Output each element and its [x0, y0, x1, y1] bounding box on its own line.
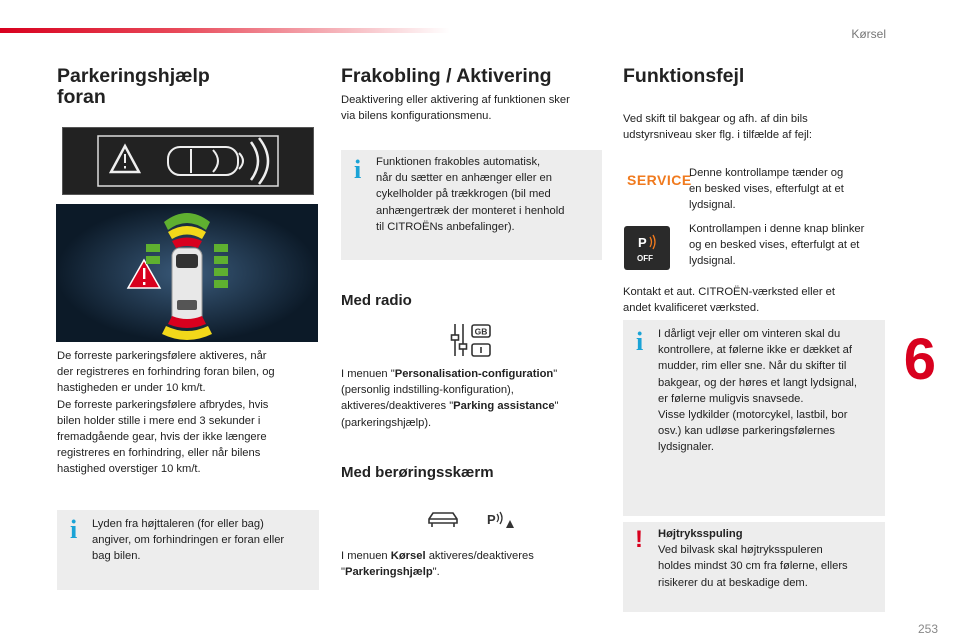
warning-line: holdes mindst 30 cm fra følerne, ellers [658, 560, 848, 573]
touch-heading-text: Med berøringsskærm [341, 464, 494, 481]
radio-text [341, 366, 603, 431]
info-line: bag bilen. [92, 550, 141, 563]
left-body-line: hastigheden er under 10 km/t. [57, 382, 206, 395]
left-info-box [57, 510, 319, 590]
touch-text-part: ". [432, 566, 440, 579]
radio-badge-label: GB [474, 326, 488, 337]
touch-heading [341, 464, 494, 481]
info-line: Funktionen frakobles automatisk, [376, 156, 541, 168]
radio-text-part: " [554, 400, 559, 413]
left-title-line1: Parkeringshjælp [57, 65, 210, 87]
info-line: bakgear, og der høres et langt lydsignal, [658, 376, 858, 389]
warning-exclamation-icon: ! [635, 526, 643, 553]
left-body-line: De forreste parkeringsfølere aktiveres, når [57, 350, 267, 362]
service-warning-icon: SERVICE [627, 172, 692, 188]
right-intro-line: Ved skift til bakgear og afh. af din bils [623, 113, 808, 125]
left-body-line: der registreres en forhindring foran bilen, og [57, 366, 275, 379]
svg-text:P: P [487, 512, 496, 527]
parking-display-illustration [62, 127, 314, 195]
contact-line: Kontakt et aut. CITROËN-værksted eller et [623, 286, 836, 298]
right-info-text [658, 326, 882, 456]
warning-text [658, 526, 882, 591]
right-info-box [623, 320, 885, 516]
info-line: når du sætter en anhænger eller en [376, 172, 553, 185]
middle-title [341, 66, 552, 87]
sensor-zone-illustration [56, 204, 318, 342]
radio-text-part: (parkeringshjælp). [341, 416, 432, 429]
info-line: angiver, om forhindringen er foran eller [92, 534, 285, 547]
left-title [57, 66, 210, 108]
radio-settings-icon [450, 322, 494, 358]
info-line: til CITROËNs anbefalinger). [376, 220, 515, 233]
info-line: Visse lydkilder (motorcykel, lastbil, bor [658, 409, 848, 422]
service-text-line: lydsignal. [689, 199, 736, 212]
middle-intro [341, 92, 603, 124]
right-intro [623, 111, 885, 143]
poff-sensor-wave-icon [648, 234, 662, 250]
radio-text-part: aktiveres/deaktiveres " [341, 400, 454, 413]
info-line: cykelholder på trækkrogen (bil med [376, 188, 551, 201]
right-warning-box [623, 522, 885, 612]
touch-text-part: aktiveres/deaktiveres [425, 550, 534, 562]
touch-menu-name: Kørsel [390, 550, 426, 562]
section-name: Kørsel [851, 27, 886, 41]
middle-intro-line: Deaktivering eller aktivering af funktionen sker [341, 94, 570, 106]
info-line: lydsignaler. [658, 441, 714, 454]
info-line: anhængertræk der monteret i henhold [376, 204, 565, 217]
touch-option-name: Parkeringshjælp [344, 566, 433, 579]
contact-line: andet kvalificeret værksted. [623, 302, 760, 315]
info-icon: i [636, 327, 644, 356]
poff-off-label: OFF [637, 254, 653, 263]
car-outline-icon [426, 509, 460, 531]
service-text-line: en besked vises, efterfulgt at et [689, 183, 844, 196]
left-body-line: fremadgående gear, hvis der ikke længere [57, 431, 267, 444]
touch-text-part: " [341, 566, 345, 579]
info-line: er følerne muligvis snavsede. [658, 392, 804, 405]
middle-info-box [341, 150, 602, 260]
middle-intro-line: via bilens konfigurationsmenu. [341, 110, 492, 123]
radio-option-name: Parking assistance [453, 400, 555, 413]
info-line: Lyden fra højttaleren (for eller bag) [92, 518, 264, 530]
service-text [689, 165, 889, 214]
middle-info-text [376, 154, 598, 235]
right-title-text: Funktionsfejl [623, 65, 745, 87]
service-text-line: Denne kontrollampe tænder og [689, 167, 844, 179]
left-body-line: bilen holder stille i mere end 3 sekunder i [57, 414, 261, 427]
info-line: osv.) kan udløse parkeringsfølernes [658, 425, 835, 438]
left-body-line: hastighed overstiger 10 km/t. [57, 463, 201, 476]
poff-text-line: Kontrollampen i denne knap blinker [689, 223, 865, 235]
radio-heading-text: Med radio [341, 292, 412, 309]
info-line: I dårligt vejr eller om vinteren skal du [658, 328, 841, 340]
left-body-line: De forreste parkeringsfølere afbrydes, hvis [57, 398, 269, 411]
poff-p-label: P [638, 235, 647, 250]
right-intro-line: udstyrsniveau sker flg. i tilfælde af fejl: [623, 129, 813, 142]
parking-sensor-icon [486, 510, 516, 532]
radio-menu-name: Personalisation-configuration [394, 368, 554, 380]
chapter-number: 6 [903, 327, 936, 392]
poff-text-line: og en besked vises, efterfulgt at et [689, 239, 860, 252]
park-sensor-off-button-icon [624, 226, 670, 270]
warning-line: risikerer du at beskadige dem. [658, 576, 808, 589]
poff-text-line: lydsignal. [689, 255, 736, 268]
parking-display-graphic [63, 128, 313, 194]
right-title [623, 66, 744, 87]
middle-title-text: Frakobling / Aktivering [341, 65, 552, 87]
radio-text-part: " [553, 368, 558, 380]
radio-heading [341, 292, 412, 309]
info-line: mudder, rim eller sne. Når du skifter til [658, 360, 847, 373]
contact-text [623, 284, 885, 316]
warning-triangle-icon [111, 146, 139, 172]
radio-text-part: I menuen " [341, 368, 395, 380]
left-body-line: registreres en forhindring, eller når bilens [57, 447, 261, 460]
info-icon: i [354, 155, 362, 184]
warning-title: Højtryksspuling [658, 528, 743, 540]
car-white-icon [172, 248, 202, 324]
touch-text [341, 548, 603, 580]
info-icon: i [70, 515, 78, 544]
left-info-text [92, 516, 314, 565]
header-accent-bar [0, 28, 450, 33]
left-title-line2: foran [57, 86, 106, 108]
warning-line: Ved bilvask skal højtryksspuleren [658, 544, 823, 557]
touch-text-part: I menuen [341, 550, 391, 562]
sensor-zone-graphic [56, 204, 318, 342]
page-number: 253 [917, 622, 938, 636]
info-line: kontrollere, at følerne ikke er dækket af [658, 344, 853, 357]
poff-text [689, 221, 889, 270]
left-body [57, 348, 319, 478]
car-topview-icon [168, 147, 243, 175]
radio-text-part: (personlig indstilling-konfiguration), [341, 384, 514, 397]
sensor-arcs-icon [251, 138, 268, 184]
